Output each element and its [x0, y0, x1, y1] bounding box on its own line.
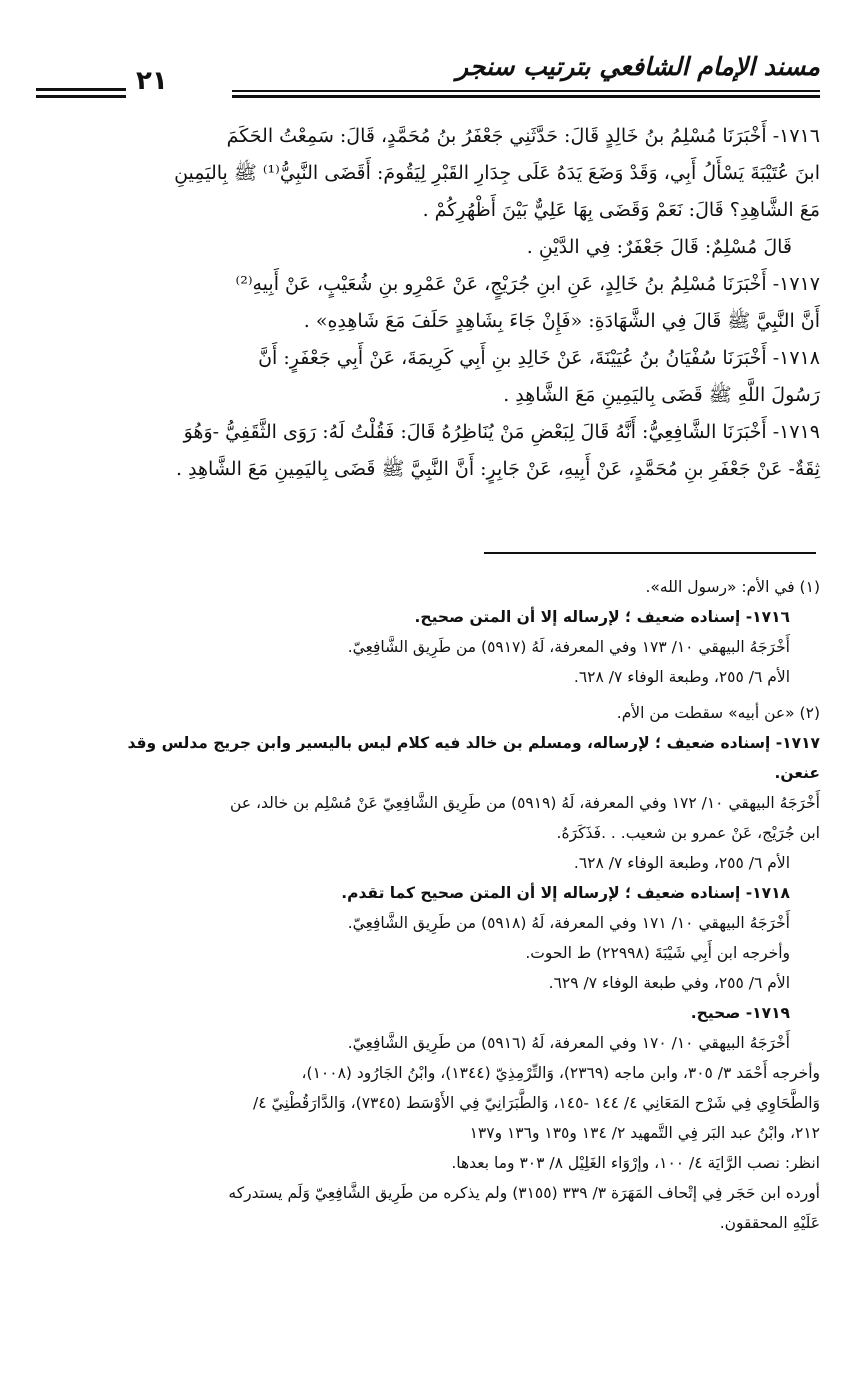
- source-1718-cont: وأخرجه ابن أَبِي شَيْبَةَ (٢٢٩٩٨) ط الحوت.: [525, 944, 790, 962]
- hadith-1717-line: أَنَّ النَّبِيَّ ﷺ قَالَ فِي الشَّهَادَةِ: «فَإِنْ جَاءَ بِشَاهِدٍ حَلَفَ مَعَ شَاهِدِهِ» .: [303, 310, 820, 332]
- source-1719-cont: ٢١٢، وابْنُ عبد البَر فِي التَّمهيد ٢/ ١٣٤ و١٣٥ و١٣٦ و١٣٧: [469, 1124, 820, 1142]
- hadith-1716-line: قَالَ مُسْلِمٌ: قَالَ جَعْفَرٌ: فِي الدَّيْنِ .: [526, 236, 792, 258]
- umm-1717: الأم ٦/ ٢٥٥، وطبعة الوفاء ٧/ ٦٢٨.: [573, 854, 790, 872]
- page-header: [36, 52, 820, 112]
- source-1716: أَخْرَجَهُ البيهقي ١٠/ ١٧٣ وفي المعرفة، لَهُ (٥٩١٧) من طَرِيق الشَّافِعِيّ.: [347, 638, 790, 656]
- source-1719: أَخْرَجَهُ البيهقي ١٠/ ١٧٠ وفي المعرفة، لَهُ (٥٩١٦) من طَرِيق الشَّافِعِيّ.: [347, 1034, 790, 1052]
- hadith-1719: ١٧١٩- أَخْبَرَنَا الشَّافِعِيُّ: أَنَّهُ قَالَ لِبَعْضِ مَنْ يُنَاظِرُهُ قَالَ: فَقُلْتُ لَهُ: رَوَى الثَّقَفِيُّ -وَهُوَ: [183, 421, 820, 443]
- grade-1719: ١٧١٩- صحيح.: [690, 1004, 790, 1022]
- source-1719-cont: وأخرجه أَحْمَد ٣/ ٣٠٥، وابن ماجه (٢٣٦٩)، وَالتِّرْمِذِيّ (١٣٤٤)، وابْنُ الجَارُود (١٠٠٨)،: [301, 1064, 820, 1082]
- source-1718: أَخْرَجَهُ البيهقي ١٠/ ١٧١ وفي المعرفة، لَهُ (٥٩١٨) من طَرِيق الشَّافِعِيّ.: [347, 914, 790, 932]
- umm-1718: الأم ٦/ ٢٥٥، وفي طبعة الوفاء ٧/ ٦٢٩.: [548, 974, 790, 992]
- main-text: [34, 118, 820, 488]
- header-rule: [232, 90, 820, 92]
- umm-1716: الأم ٦/ ٢٥٥، وطبعة الوفاء ٧/ ٦٢٨.: [573, 668, 790, 686]
- book-title: مسند الإمام الشافعي بترتيب سنجر: [456, 52, 820, 81]
- grade-1717-cont: عنعن.: [774, 764, 820, 782]
- source-1719-cont: وَالطَّحَاوِي فِي شَرْح المَعَانِي ٤/ ١٤٤ -١٤٥، وَالطَّبَرَانِيّ فِي الأَوْسَط (٧٣٤٥)، وَالدَّارَقُطْنِيّ ٤/: [253, 1094, 820, 1112]
- grade-1716: ١٧١٦- إسناده ضعيف ؛ لإرساله إلا أن المتن صحيح.: [414, 608, 790, 626]
- footnote-divider: [484, 552, 816, 554]
- source-1717: أَخْرَجَهُ البيهقي ١٠/ ١٧٢ وفي المعرفة، لَهُ (٥٩١٩) من طَرِيق الشَّافِعِيّ عَنْ مُسْلِم بن خالد، عن: [230, 794, 820, 812]
- ithaf-1719-cont: عَلَيْهِ المحققون.: [719, 1214, 820, 1232]
- grade-1717: ١٧١٧- إسناده ضعيف ؛ لإرساله، ومسلم بن خالد فيه كلام ليس باليسير وابن جريج مدلس وقد: [127, 734, 820, 752]
- footnote-1: (١) في الأم: «رسول الله».: [645, 578, 820, 596]
- grade-1718: ١٧١٨- إسناده ضعيف ؛ لإرساله إلا أن المتن صحيح كما تقدم.: [341, 884, 790, 902]
- hadith-1717: ١٧١٧- أَخْبَرَنَا مُسْلِمُ بنُ خَالِدٍ، عَنِ ابنِ جُرَيْجٍ، عَنْ عَمْرِو بنِ شُعَيْبٍ، عَنْ أَبِيهِ⁽²⁾: [235, 273, 820, 295]
- hadith-1719-line: ثِقَةٌ- عَنْ جَعْفَرِ بنِ مُحَمَّدٍ، عَنْ أَبِيهِ، عَنْ جَابِرٍ: أَنَّ النَّبِيَّ ﷺ قَضَى بِاليَمِينِ مَعَ الشَّاهِدِ .: [175, 458, 820, 480]
- page-number: ٢١: [136, 66, 168, 96]
- header-rule: [36, 95, 126, 98]
- hadith-1716-line: مَعَ الشَّاهِدِ؟ قَالَ: نَعَمْ وَقَضَى بِهَا عَلِيٌّ بَيْنَ أَظْهُرِكُمْ .: [422, 199, 820, 221]
- hadith-1718: ١٧١٨- أَخْبَرَنَا سُفْيَانُ بنُ عُيَيْنَةَ، عَنْ خَالِدِ بنِ أَبِي كَرِيمَةَ، عَنْ أَبِي جَعْفَرٍ: أَنَّ: [258, 347, 820, 369]
- ithaf-1719: أورده ابن حَجَر فِي إتْحاف المَهَرَة ٣/ ٣٣٩ (٣١٥٥) ولم يذكره من طَرِيق الشَّافِعِيّ وَلَم يستدركه: [228, 1184, 820, 1202]
- header-rule: [36, 88, 126, 91]
- hadith-1716-line: ابنَ عُتَيْبَةَ يَسْأَلُ أَبِي، وَقَدْ وَضَعَ يَدَهُ عَلَى جِدَارِ القَبْرِ لِيَقُومَ: أَقَضَى النَّبِيُّ⁽¹⁾ ﷺ بِاليَمِينِ: [174, 162, 820, 184]
- footnote-2: (٢) «عن أبيه» سقطت من الأم.: [616, 704, 820, 722]
- source-1717-cont: ابن جُرَيْج، عَنْ عمرو بن شعيب. . .فَذَكَرَهُ.: [556, 824, 820, 842]
- hadith-1718-line: رَسُولَ اللَّهِ ﷺ قَضَى بِاليَمِينِ مَعَ الشَّاهِدِ .: [503, 384, 820, 406]
- header-rule: [232, 95, 820, 98]
- footnotes: [34, 572, 820, 1238]
- hadith-1716: ١٧١٦- أَخْبَرَنَا مُسْلِمُ بنُ خَالِدٍ قَالَ: حَدَّثَنِي جَعْفَرُ بنُ مُحَمَّدٍ، قَالَ: سَمِعْتُ الحَكَمَ: [226, 125, 820, 147]
- see-also-1719: انظر: نصب الرَّايَة ٤/ ١٠٠، وإرْوَاء الغَلِيْل ٨/ ٣٠٣ وما بعدها.: [451, 1154, 820, 1172]
